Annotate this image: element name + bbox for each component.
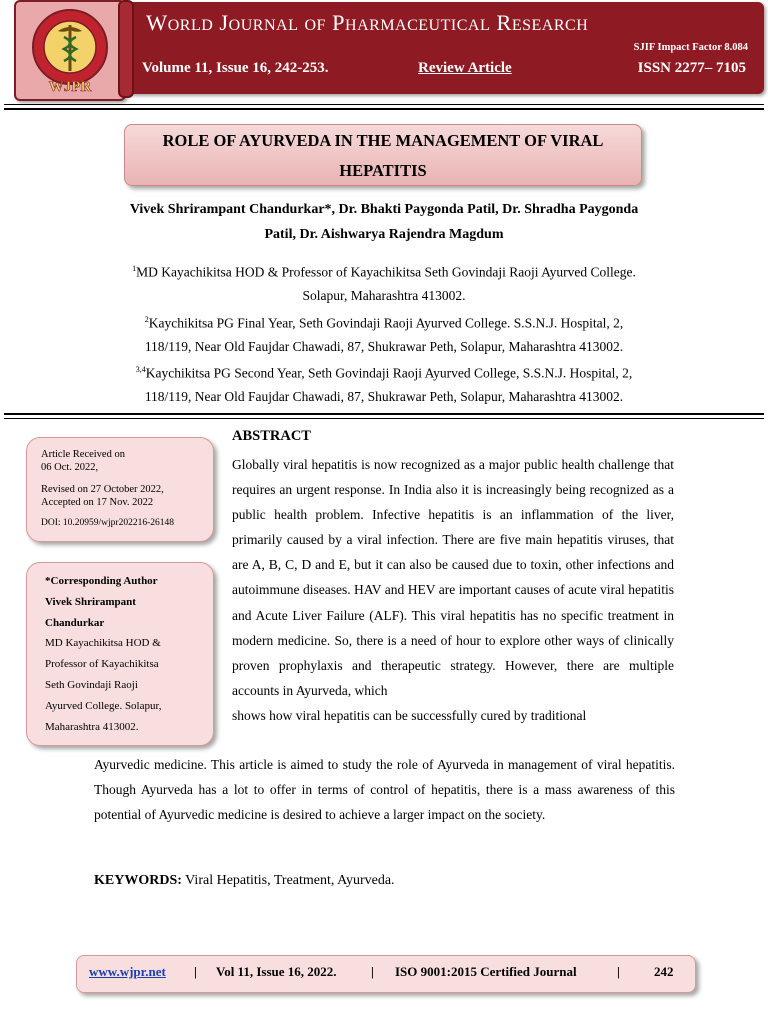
- journal-logo: [14, 0, 126, 101]
- page-number: 242: [654, 964, 674, 979]
- affiliations: [80, 257, 688, 409]
- affiliation-text: Kaychikitsa PG Second Year, Seth Govindaji Raoji Ayurved College, S.S.N.J. Hospital, 2,: [145, 365, 633, 381]
- abstract-column: [232, 452, 674, 728]
- section-divider: [4, 418, 764, 419]
- header-divider-thick: [4, 108, 764, 110]
- corresponding-heading: *Corresponding Author: [45, 575, 158, 587]
- article-dates-box: [26, 437, 214, 542]
- page-footer: [76, 955, 696, 993]
- journal-header: [6, 0, 762, 100]
- corresponding-line: MD Kayachikitsa HOD &: [45, 637, 161, 650]
- doi[interactable]: DOI: 10.20959/wjpr202216-26148: [41, 518, 174, 528]
- corresponding-line: Seth Govindaji Raoji: [45, 678, 138, 691]
- footer-separator: |: [194, 964, 197, 979]
- abstract-continued: Ayurvedic medicine. This article is aimed to study the role of Ayurveda in management of viral hepatitis. Though Ayurveda has a lot to offer in terms of control of hepatitis, there is a mass awareness of this potential of Ayurvedic medicine is desired to achieve a larger impact on the society.: [94, 757, 675, 823]
- author-list: [90, 197, 678, 247]
- impact-factor: SJIF Impact Factor 8.084: [633, 42, 748, 53]
- affiliation-2: [80, 308, 688, 335]
- article-title: [124, 124, 642, 186]
- journal-url-link[interactable]: www.wjpr.net: [89, 964, 166, 979]
- affiliation-sup: 3,4: [135, 365, 146, 374]
- issn: ISSN 2277– 7105: [637, 60, 746, 76]
- received-label: Article Received on: [41, 449, 125, 460]
- corresponding-line: Maharashtra 413002.: [45, 720, 139, 733]
- affiliation-3-cont: 118/119, Near Old Faujdar Chawadi, 87, Shukrawar Peth, Solapur, Maharashtra 413002.: [144, 389, 624, 404]
- abstract-column-last: shows how viral hepatitis can be successfully cured by traditional: [232, 707, 587, 723]
- caduceus-logo-icon: [30, 5, 110, 95]
- affiliation-2-cont: 118/119, Near Old Faujdar Chawadi, 87, Shukrawar Peth, Solapur, Maharashtra 413002.: [144, 338, 624, 354]
- keywords: [94, 873, 395, 889]
- authors-line-1: Vivek Shrirampant Chandurkar*, Dr. Bhakti Paygonda Patil, Dr. Shradha Paygonda: [129, 202, 639, 217]
- corresponding-line: Ayurved College. Solapur,: [45, 699, 162, 712]
- abstract-column-text: Globally viral hepatitis is now recognized as a major public health challenge that requires an urgent response. In India also it is increasingly being recognized as a public health problem. Infective hepatitis is an inflammation of the liver, primarily caused by a viral infection. There are five main hepatitis viruses, that are A, B, C, D and E, but it can also be caused due to toxin, other infections and autoimmune diseases. HAV and HEV are important causes of acute viral hepatitis and Acute Liver Failure (ALF). This viral hepatitis has no specific treatment in modern medicine. So, there is a need of hour to explore other ways of clinically proven prophylaxis and therapeutic strategy. However, there are multiple accounts in Ayurveda, which: [232, 457, 674, 698]
- affiliation-sup: 2: [144, 314, 149, 324]
- affiliation-text: MD Kayachikitsa HOD & Professor of Kayachikitsa Seth Govindaji Raoji Ayurved College.: [136, 264, 636, 280]
- keywords-label: KEYWORDS:: [94, 873, 182, 888]
- corresponding-name-1: Vivek Shrirampant: [45, 595, 136, 608]
- header-divider: [4, 104, 764, 105]
- affiliation-1: [80, 257, 688, 284]
- corresponding-name-2: Chandurkar: [45, 616, 105, 629]
- affiliation-text: Kaychikitsa PG Final Year, Seth Govindaji Raoji Ayurved College. S.S.N.J. Hospital, 2,: [148, 315, 624, 330]
- footer-separator: |: [617, 964, 620, 979]
- revised-date: Revised on 27 October 2022,: [41, 484, 164, 495]
- title-line-1: ROLE OF AYURVEDA IN THE MANAGEMENT OF VIRAL: [162, 131, 604, 150]
- corresponding-line: Professor of Kayachikitsa: [45, 658, 159, 671]
- authors-line-2: Patil, Dr. Aishwarya Rajendra Magdum: [264, 227, 504, 242]
- footer-issue: Vol 11, Issue 16, 2022.: [216, 964, 337, 979]
- volume-info: Volume 11, Issue 16, 242-253.: [142, 60, 329, 76]
- abstract-heading: ABSTRACT: [232, 428, 311, 444]
- corresponding-author-box: [26, 562, 214, 746]
- footer-separator: |: [371, 964, 374, 979]
- section-divider-thick: [4, 413, 764, 415]
- logo-text: WJPR: [48, 79, 92, 95]
- article-type: Review Article: [418, 60, 512, 76]
- footer-iso: ISO 9001:2015 Certified Journal: [395, 964, 577, 979]
- journal-title: World Journal of Pharmaceutical Research: [146, 10, 589, 35]
- affiliation-1-cont: Solapur, Maharashtra 413002.: [302, 288, 466, 303]
- affiliation-3: [80, 358, 688, 385]
- banner-scroll-decoration: [118, 0, 134, 98]
- keywords-text: Viral Hepatitis, Treatment, Ayurveda.: [181, 873, 395, 888]
- accepted-date: Accepted on 17 Nov. 2022: [41, 497, 154, 508]
- journal-banner: [124, 2, 764, 94]
- received-date: 06 Oct. 2022,: [41, 462, 99, 473]
- affiliation-sup: 1: [132, 264, 137, 273]
- title-line-2: HEPATITIS: [339, 161, 427, 180]
